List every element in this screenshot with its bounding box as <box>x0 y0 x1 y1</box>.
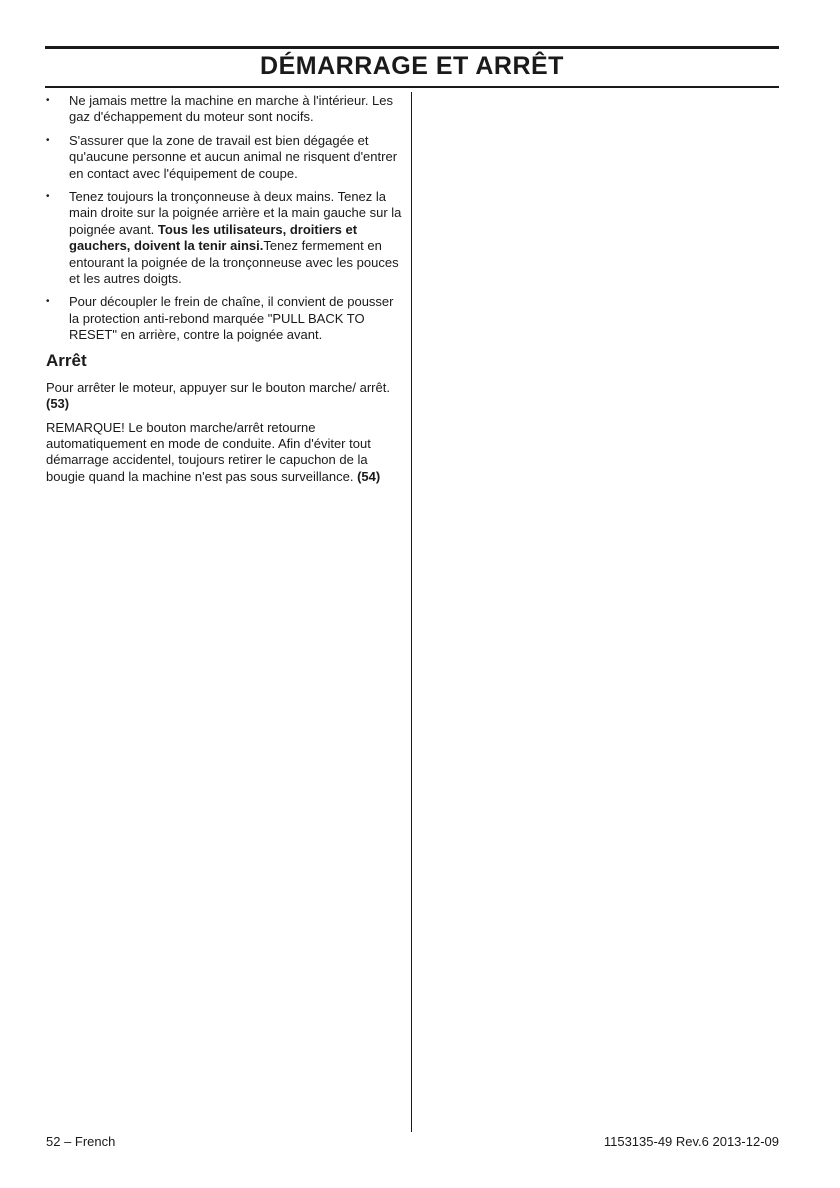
list-item <box>46 189 404 287</box>
paragraph-text: Pour arrêter le moteur, appuyer sur le bouton marche/ arrêt. <box>46 379 390 395</box>
bullet-text: Ne jamais mettre la machine en marche à l'intérieur. Les gaz d'échappement du moteur sont nocifs. <box>69 93 394 125</box>
list-item <box>46 93 404 126</box>
paragraph <box>46 420 404 486</box>
bullet-text: Tenez toujours la tronçonneuse à deux mains. Tenez la main droite sur la poignée arrière et la main gauche sur la poignée avant. <box>69 189 402 237</box>
paragraph-text: REMARQUE! Le bouton marche/arrêt retourne automatiquement en mode de conduite. Afin d'éviter tout démarrage accidentel, toujours retirer le capuchon de la bougie quand la machine n'est pas sous surveillance. <box>46 419 371 484</box>
page-number: 52 – French <box>46 1134 116 1149</box>
document-reference: 1153135-49 Rev.6 2013-12-09 <box>603 1134 779 1149</box>
list-item <box>46 133 404 182</box>
safety-bullet-list <box>46 93 404 344</box>
page-header <box>45 46 779 88</box>
list-item <box>46 294 404 343</box>
bullet-text: Pour découpler le frein de chaîne, il convient de pousser la protection anti-rebond marquée "PULL BACK TO RESET" en arrière, contre la poignée avant. <box>69 294 394 343</box>
section-heading: Arrêt <box>46 350 87 370</box>
bullet-bold-text: Tous les utilisateurs, droitiers et gauchers, doivent la tenir ainsi. <box>69 221 358 254</box>
figure-reference: (53) <box>46 396 70 412</box>
figure-reference: (54) <box>357 468 381 484</box>
column-divider <box>411 92 412 1132</box>
bullet-text: Tenez fermement en entourant la poignée de la tronçonneuse avec les pouces et les autres doigts. <box>69 238 399 287</box>
page-title: DÉMARRAGE ET ARRÊT <box>260 52 564 80</box>
paragraph <box>46 380 404 413</box>
bullet-text: S'assurer que la zone de travail est bien dégagée et qu'aucune personne et aucun animal ne risquent d'entrer en contact avec l'équipement de coupe. <box>69 132 398 181</box>
left-column <box>46 93 404 492</box>
